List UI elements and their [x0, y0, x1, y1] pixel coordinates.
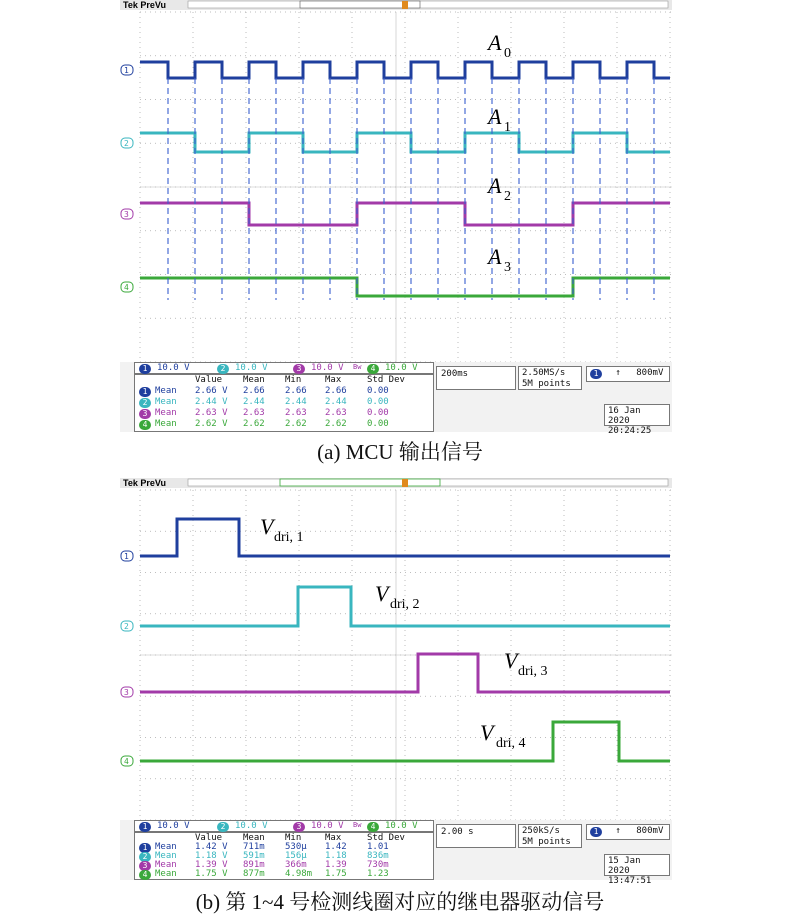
measure-cell: 2.44 — [285, 397, 307, 407]
measure-cell: 1.18 V — [195, 851, 228, 861]
timebase-value-b: 2.00 s — [441, 827, 474, 837]
sample-rate-b: 250kS/s — [522, 826, 560, 836]
measure-header-row — [135, 375, 435, 386]
measure-cell: 836m — [367, 851, 389, 861]
channel-scale-box-a — [134, 362, 434, 374]
svg-text:2: 2 — [124, 139, 129, 148]
measure-header: Max — [325, 375, 342, 385]
measure-cell: 2.63 V — [195, 408, 228, 418]
label-vdri1-sub: dri, 1 — [274, 530, 304, 545]
waveform-display-b — [120, 478, 672, 820]
measure-cell: 1.75 V — [195, 869, 228, 879]
label-a0: A — [488, 30, 502, 55]
timebase-box-a[interactable] — [436, 366, 516, 390]
datetime-box-a — [604, 404, 670, 436]
caption-b: (b) 第 1~4 号检测线圈对应的继电器驱动信号 — [195, 890, 605, 914]
datetime-box-b — [604, 854, 670, 886]
measure-cell: 0.00 — [367, 419, 389, 429]
measurement-table-b — [134, 832, 434, 880]
svg-text:1: 1 — [124, 552, 129, 561]
channel-1-scale-b: 10.0 V — [157, 821, 190, 831]
measure-cell: 1.23 — [367, 869, 389, 879]
measure-row — [135, 869, 435, 878]
scope-header-label-b: Tek PreVu — [123, 478, 167, 488]
channel-4-chip[interactable]: 4 — [367, 364, 379, 374]
measure-cell: 4.98m — [285, 869, 313, 879]
measure-cell: 156µ — [285, 851, 307, 861]
scope-panel-a — [120, 0, 672, 436]
measure-cell: 2.63 — [285, 408, 307, 418]
measure-cell: 2.63 — [325, 408, 347, 418]
measure-cell: 530µ — [285, 842, 307, 852]
measure-cell: 2.66 — [285, 386, 307, 396]
measure-cell: 1.75 — [325, 869, 347, 879]
svg-text:1: 1 — [124, 66, 129, 75]
info-bar-a — [120, 362, 672, 436]
measure-cell: 730m — [367, 860, 389, 870]
measure-row — [135, 408, 435, 419]
label-vdri1: V — [260, 514, 274, 539]
channel-4-scale-b: 10.0 V — [385, 821, 418, 831]
measure-cell: 1.18 — [325, 851, 347, 861]
trigger-position-marker-b[interactable] — [402, 479, 408, 487]
measure-cell: 0.00 — [367, 397, 389, 407]
trigger-level-b: 800mV — [636, 826, 664, 836]
timebase-box-b[interactable] — [436, 824, 516, 848]
measure-cell: 1.39 V — [195, 860, 228, 870]
trigger-source-chip: 1 — [590, 369, 602, 379]
measure-cell: 2.44 V — [195, 397, 228, 407]
measure-cell: 0.00 — [367, 408, 389, 418]
channel-3-chip[interactable]: 3 — [293, 364, 305, 374]
channel-3-scale: 10.0 V — [311, 363, 344, 373]
measure-label: Mean — [155, 397, 177, 407]
measure-cell: 0.00 — [367, 386, 389, 396]
measure-row — [135, 860, 435, 869]
label-a2: A — [488, 173, 502, 198]
measurement-table-a — [134, 374, 434, 432]
measure-row — [135, 397, 435, 408]
time-label: 20:24:25 — [608, 426, 652, 436]
measure-channel-chip: 1 — [139, 387, 151, 397]
measure-header: Std Dev — [367, 375, 405, 385]
timebase-value: 200ms — [441, 369, 469, 379]
label-a1-sub: 1 — [504, 120, 511, 135]
measure-label: Mean — [155, 869, 177, 879]
acquisition-box-a[interactable] — [518, 366, 582, 390]
label-a1: A — [488, 104, 502, 129]
measure-header-row — [135, 833, 435, 842]
measure-cell: 1.01 — [367, 842, 389, 852]
measure-cell: 891m — [243, 860, 265, 870]
measure-cell: 2.63 — [243, 408, 265, 418]
svg-text:2: 2 — [124, 622, 129, 631]
trigger-source-chip-b: 1 — [590, 827, 602, 837]
scope-panel-b — [120, 478, 672, 886]
measure-cell: 2.62 V — [195, 419, 228, 429]
label-a3: A — [488, 244, 502, 269]
measure-cell: 1.42 — [325, 842, 347, 852]
measure-row — [135, 842, 435, 851]
measure-cell: 2.66 — [243, 386, 265, 396]
rising-edge-icon: ↑ — [615, 368, 621, 378]
measure-label: Mean — [155, 408, 177, 418]
channel-1-scale: 10.0 V — [157, 363, 190, 373]
measure-row — [135, 419, 435, 430]
label-vdri2: V — [375, 581, 389, 606]
record-length: 5M points — [522, 379, 571, 389]
trigger-box-b[interactable] — [586, 824, 670, 840]
measure-cell: 1.39 — [325, 860, 347, 870]
info-bar-b — [120, 820, 672, 886]
record-length-b: 5M points — [522, 837, 571, 847]
svg-text:4: 4 — [124, 283, 129, 292]
measure-channel-chip: 2 — [139, 852, 151, 862]
measure-cell: 2.62 — [285, 419, 307, 429]
measure-channel-chip: 1 — [139, 843, 151, 853]
measure-label: Mean — [155, 842, 177, 852]
scope-header-label-a: Tek PreVu — [123, 0, 167, 10]
measure-cell: 2.44 — [243, 397, 265, 407]
svg-text:4: 4 — [124, 757, 129, 766]
label-a0-sub: 0 — [504, 46, 511, 61]
measure-header: Value — [195, 833, 223, 843]
measure-header: Mean — [243, 375, 265, 385]
channel-1-chip[interactable]: 1 — [139, 364, 151, 374]
measure-header: Std Dev — [367, 833, 405, 843]
channel-2-scale-b: 10.0 V — [235, 821, 268, 831]
date-label-b: 15 Jan 2020 — [608, 856, 641, 876]
measure-row — [135, 851, 435, 860]
caption-a: (a) MCU 输出信号 — [317, 440, 483, 464]
measure-channel-chip: 4 — [139, 420, 151, 430]
rising-edge-icon-b: ↑ — [615, 826, 621, 836]
measure-header: Min — [285, 375, 302, 385]
measure-channel-chip: 3 — [139, 409, 151, 419]
measure-cell: 2.66 V — [195, 386, 228, 396]
trigger-position-marker[interactable] — [402, 1, 408, 9]
label-vdri4-sub: dri, 4 — [496, 736, 526, 751]
measure-header: Max — [325, 833, 342, 843]
measure-cell: 366m — [285, 860, 307, 870]
measure-header: Value — [195, 375, 223, 385]
waveform-display-a — [120, 0, 672, 362]
label-vdri4: V — [480, 720, 494, 745]
measure-label: Mean — [155, 860, 177, 870]
measure-channel-chip: 3 — [139, 861, 151, 871]
measure-header: Mean — [243, 833, 265, 843]
measure-row — [135, 386, 435, 397]
trigger-box-a[interactable] — [586, 366, 670, 382]
measure-label: Mean — [155, 386, 177, 396]
channel-4-chip-b[interactable]: 4 — [367, 822, 379, 832]
label-a2-sub: 2 — [504, 189, 511, 204]
measure-cell: 711m — [243, 842, 265, 852]
measure-channel-chip: 4 — [139, 870, 151, 880]
sample-rate: 2.50MS/s — [522, 368, 566, 378]
measure-cell: 2.44 — [325, 397, 347, 407]
label-vdri3-sub: dri, 3 — [518, 664, 548, 679]
date-label: 16 Jan 2020 — [608, 406, 641, 426]
measure-cell: 2.66 — [325, 386, 347, 396]
measure-header: Min — [285, 833, 302, 843]
label-vdri2-sub: dri, 2 — [390, 597, 420, 612]
channel-2-chip[interactable]: 2 — [217, 364, 229, 374]
channel-3-scale-b: 10.0 V — [311, 821, 344, 831]
measure-label: Mean — [155, 419, 177, 429]
svg-text:3: 3 — [124, 688, 129, 697]
channel-scale-box-b — [134, 820, 434, 832]
measure-channel-chip: 2 — [139, 398, 151, 408]
acquisition-box-b[interactable] — [518, 824, 582, 848]
time-label-b: 13:47:51 — [608, 876, 652, 886]
measure-cell: 877m — [243, 869, 265, 879]
measure-label: Mean — [155, 851, 177, 861]
measure-cell: 2.62 — [243, 419, 265, 429]
bandwidth-limit-icon-b: Bw — [353, 821, 362, 829]
channel-1-chip-b[interactable]: 1 — [139, 822, 151, 832]
label-vdri3: V — [504, 648, 518, 673]
measure-cell: 1.42 V — [195, 842, 228, 852]
trigger-level: 800mV — [636, 368, 664, 378]
bandwidth-limit-icon: Bw — [353, 363, 362, 371]
measure-cell: 591m — [243, 851, 265, 861]
channel-3-chip-b[interactable]: 3 — [293, 822, 305, 832]
label-a3-sub: 3 — [504, 260, 511, 275]
channel-2-chip-b[interactable]: 2 — [217, 822, 229, 832]
measure-cell: 2.62 — [325, 419, 347, 429]
channel-4-scale: 10.0 V — [385, 363, 418, 373]
svg-text:3: 3 — [124, 210, 129, 219]
channel-2-scale: 10.0 V — [235, 363, 268, 373]
